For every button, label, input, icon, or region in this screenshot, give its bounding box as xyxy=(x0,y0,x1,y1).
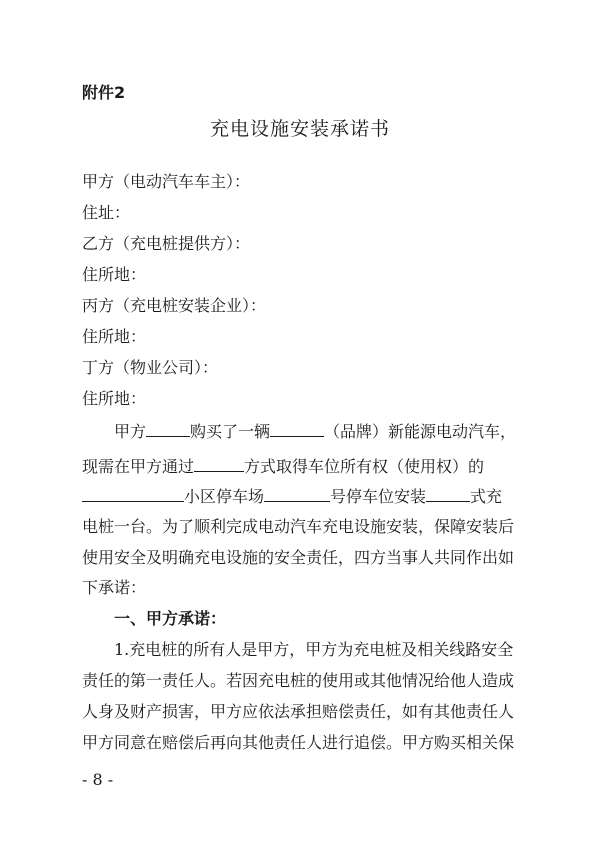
preamble-line-4: 电桩一台。为了顺利完成电动汽车充电设施安装，保障安装后 xyxy=(82,517,515,536)
attachment-label: 附件2 xyxy=(82,83,126,102)
preamble-text: 甲方 xyxy=(114,422,147,441)
preamble-line-1 xyxy=(114,422,516,442)
preamble-text: 购买了一辆 xyxy=(190,422,271,441)
section-1-para-line-3: 人身及财产损害，甲方应依法承担赔偿责任，如有其他责任人 xyxy=(82,702,515,721)
preamble-line-2 xyxy=(82,457,484,477)
party-c-address: 住所地： xyxy=(82,327,147,346)
preamble-text: 现需在甲方通过 xyxy=(82,457,195,476)
blank-community-field[interactable] xyxy=(82,487,184,502)
party-a-label: 甲方（电动汽车车主）： xyxy=(82,172,251,191)
party-d-address: 住所地： xyxy=(82,389,147,408)
preamble-line-6: 下承诺： xyxy=(82,578,147,597)
blank-charger-type-field[interactable] xyxy=(426,487,470,502)
preamble-line-5: 使用安全及明确充电设施的安全责任，四方当事人共同作出如 xyxy=(82,548,515,567)
document-title: 充电设施安装承诺书 xyxy=(209,118,390,140)
preamble-text: 式充 xyxy=(470,487,503,506)
page-number: - 8 - xyxy=(82,770,114,789)
party-c-label: 丙方（充电桩安装企业）： xyxy=(82,296,267,315)
blank-buyer-field[interactable] xyxy=(146,422,190,437)
section-1-para-line-1: 1.充电桩的所有人是甲方，甲方为充电桩及相关线路安全 xyxy=(114,640,514,659)
blank-method-field[interactable] xyxy=(194,457,244,472)
section-1-para-line-4: 甲方同意在赔偿后再向其他责任人进行追偿。甲方购买相关保 xyxy=(82,733,515,752)
section-1-heading: 一、甲方承诺： xyxy=(114,609,227,628)
preamble-text: （品牌）新能源电动汽车， xyxy=(324,422,517,441)
party-b-label: 乙方（充电桩提供方）： xyxy=(82,234,251,253)
preamble-text: 号停车位安装 xyxy=(330,487,427,506)
preamble-text: 方式取得车位所有权（使用权）的 xyxy=(244,457,485,476)
section-1-para-line-2: 责任的第一责任人。若因充电桩的使用或其他情况给他人造成 xyxy=(82,671,515,690)
party-a-address: 住址： xyxy=(82,203,131,222)
party-b-address: 住所地： xyxy=(82,265,147,284)
preamble-text: 小区停车场 xyxy=(184,487,265,506)
party-d-label: 丁方（物业公司）： xyxy=(82,358,219,377)
blank-parking-number-field[interactable] xyxy=(264,487,330,502)
preamble-line-3 xyxy=(82,487,502,507)
blank-brand-field[interactable] xyxy=(270,422,324,437)
